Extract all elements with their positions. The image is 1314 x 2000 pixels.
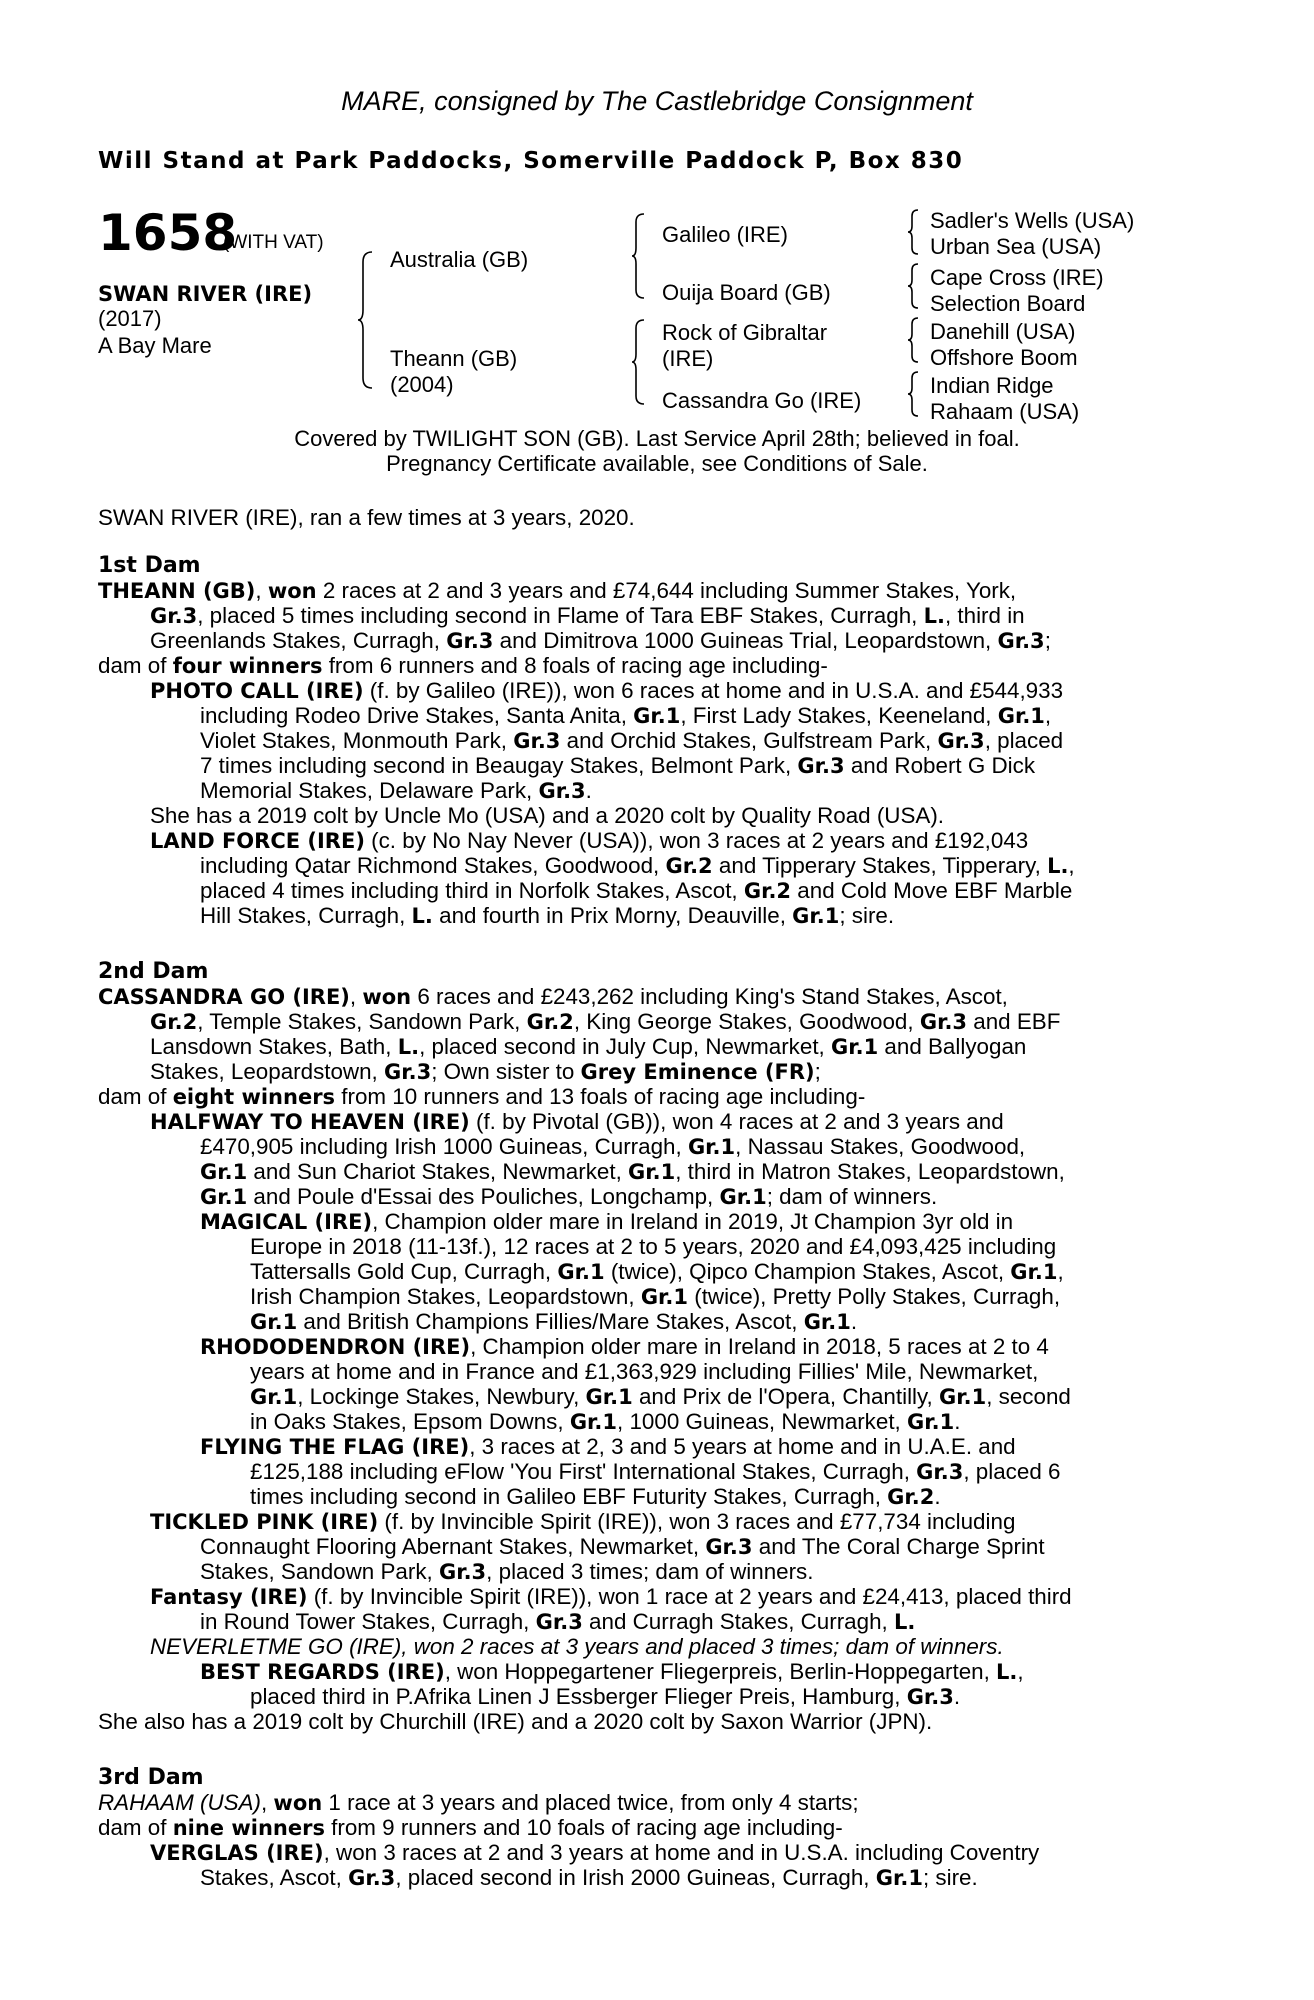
third-dam-line-3: VERGLAS (IRE), won 3 races at 2 and 3 years at home and in U.S.A. including Coventry	[150, 1840, 1040, 1865]
horse-name: SWAN RIVER (IRE)	[98, 282, 313, 306]
second-dam-line-15: RHODODENDRON (IRE), Champion older mare in Ireland in 2018, 5 races at 2 to 4	[200, 1334, 1049, 1359]
pedigree-dds: Indian Ridge	[930, 373, 1054, 398]
second-dam-line-13: Irish Champion Stakes, Leopardstown, Gr.1 (twice), Pretty Polly Stakes, Curragh,	[250, 1284, 1061, 1309]
first-dam-line-8: 7 times including second in Beaugay Stakes, Belmont Park, Gr.3 and Robert G Dick	[200, 753, 1036, 778]
second-dam-line-30: She also has a 2019 colt by Churchill (IRE) and a 2020 colt by Saxon Warrior (JPN).	[98, 1709, 933, 1734]
first-dam-line-6: including Rodeo Drive Stakes, Santa Anita, Gr.1, First Lady Stakes, Keeneland, Gr.1,	[200, 703, 1052, 728]
second-dam-line-26: in Round Tower Stakes, Curragh, Gr.3 and Curragh Stakes, Curragh, L.	[200, 1609, 916, 1634]
pedigree-brace-sire	[630, 212, 648, 300]
stand-location: Will Stand at Park Paddocks, Somerville Paddock P, Box 830	[98, 148, 964, 174]
pedigree-dd: Cassandra Go (IRE)	[662, 388, 862, 413]
second-dam-line-16: years at home and in France and £1,363,929 including Fillies' Mile, Newmarket,	[250, 1359, 1039, 1384]
pedigree-brace-main	[356, 250, 376, 390]
first-dam-line-1: THEANN (GB), won 2 races at 2 and 3 years and £74,644 including Summer Stakes, York,	[98, 578, 1017, 603]
first-dam-line-10: She has a 2019 colt by Uncle Mo (USA) and a 2020 colt by Quality Road (USA).	[150, 803, 945, 828]
covered-line-1: Covered by TWILIGHT SON (GB). Last Service April 28th; believed in foal.	[294, 426, 1020, 451]
second-dam-line-7: £470,905 including Irish 1000 Guineas, Curragh, Gr.1, Nassau Stakes, Goodwood,	[200, 1134, 1026, 1159]
lot-number: 1658	[98, 204, 238, 262]
pedigree-sire: Australia (GB)	[390, 247, 529, 272]
first-dam-line-7: Violet Stakes, Monmouth Park, Gr.3 and Orchid Stakes, Gulfstream Park, Gr.3, placed	[200, 728, 1064, 753]
second-dam-line-12: Tattersalls Gold Cup, Curragh, Gr.1 (twice), Qipco Champion Stakes, Ascot, Gr.1,	[250, 1259, 1064, 1284]
second-dam-line-17: Gr.1, Lockinge Stakes, Newbury, Gr.1 and Prix de l'Opera, Chantilly, Gr.1, second	[250, 1384, 1071, 1409]
second-dam-line-18: in Oaks Stakes, Epsom Downs, Gr.1, 1000 Guineas, Newmarket, Gr.1.	[250, 1409, 961, 1434]
pedigree-sss: Sadler's Wells (USA)	[930, 208, 1135, 233]
pedigree-sds: Cape Cross (IRE)	[930, 265, 1104, 290]
pedigree-dss: Danehill (USA)	[930, 319, 1076, 344]
second-dam-line-29: placed third in P.Afrika Linen J Essberger Flieger Preis, Hamburg, Gr.3.	[250, 1684, 961, 1709]
third-dam-line-4: Stakes, Ascot, Gr.3, placed second in Irish 2000 Guineas, Curragh, Gr.1; sire.	[200, 1865, 978, 1890]
second-dam-line-22: TICKLED PINK (IRE) (f. by Invincible Spirit (IRE)), won 3 races and £77,734 including	[150, 1509, 1016, 1534]
second-dam-line-20: £125,188 including eFlow 'You First' International Stakes, Curragh, Gr.3, placed 6	[250, 1459, 1061, 1484]
second-dam-line-28: BEST REGARDS (IRE), won Hoppegartener Fliegerpreis, Berlin-Hoppegarten, L.,	[200, 1659, 1024, 1684]
second-dam-line-6: HALFWAY TO HEAVEN (IRE) (f. by Pivotal (GB)), won 4 races at 2 and 3 years and	[150, 1109, 1004, 1134]
third-dam-line-1: RAHAAM (USA), won 1 race at 3 years and placed twice, from only 4 starts;	[98, 1790, 859, 1815]
first-dam-line-4: dam of four winners from 6 runners and 8 foals of racing age including-	[98, 653, 828, 678]
second-dam-line-11: Europe in 2018 (11-13f.), 12 races at 2 to 5 years, 2020 and £4,093,425 including	[250, 1234, 1057, 1259]
second-dam-line-21: times including second in Galileo EBF Futurity Stakes, Curragh, Gr.2.	[250, 1484, 941, 1509]
second-dam-line-9: Gr.1 and Poule d'Essai des Pouliches, Longchamp, Gr.1; dam of winners.	[200, 1184, 938, 1209]
first-dam-line-3: Greenlands Stakes, Curragh, Gr.3 and Dimitrova 1000 Guineas Trial, Leopardstown, Gr.3;	[150, 628, 1051, 653]
vat-note: (WITH VAT)	[223, 232, 324, 253]
pedigree-brace-ds	[906, 316, 920, 364]
second-dam-line-4: Stakes, Leopardstown, Gr.3; Own sister to Grey Eminence (FR);	[150, 1059, 821, 1084]
pedigree-ddd: Rahaam (USA)	[930, 399, 1080, 424]
second-dam-line-27: NEVERLETME GO (IRE), won 2 races at 3 years and placed 3 times; dam of winners.	[150, 1634, 1004, 1659]
pedigree-dam: Theann (GB)	[390, 346, 518, 371]
first-dam-line-13: placed 4 times including third in Norfolk Stakes, Ascot, Gr.2 and Cold Move EBF Marble	[200, 878, 1073, 903]
dam-name: THEANN (GB)	[98, 579, 256, 603]
pedigree-dsd: Offshore Boom	[930, 345, 1078, 370]
horse-year: (2017)	[98, 306, 162, 331]
covered-line-2: Pregnancy Certificate available, see Conditions of Sale.	[386, 451, 928, 476]
pedigree-brace-ss	[906, 208, 920, 256]
second-dam-line-23: Connaught Flooring Abernant Stakes, Newmarket, Gr.3 and The Coral Charge Sprint	[200, 1534, 1045, 1559]
first-dam-line-5: PHOTO CALL (IRE) (f. by Galileo (IRE)), won 6 races at home and in U.S.A. and £544,933	[150, 678, 1064, 703]
pedigree-ds-a: Rock of Gibraltar	[662, 320, 828, 345]
first-dam-heading: 1st Dam	[98, 553, 201, 578]
first-dam-line-9: Memorial Stakes, Delaware Park, Gr.3.	[200, 778, 592, 803]
third-dam-heading: 3rd Dam	[98, 1765, 204, 1790]
intro-line: SWAN RIVER (IRE), ran a few times at 3 years, 2020.	[98, 505, 635, 530]
second-dam-line-14: Gr.1 and British Champions Fillies/Mare Stakes, Ascot, Gr.1.	[250, 1309, 858, 1334]
second-dam-line-25: Fantasy (IRE) (f. by Invincible Spirit (IRE)), won 1 race at 2 years and £24,413, placed third	[150, 1584, 1072, 1609]
second-dam-line-2: Gr.2, Temple Stakes, Sandown Park, Gr.2, King George Stakes, Goodwood, Gr.3 and EBF	[150, 1009, 1061, 1034]
second-dam-line-1: CASSANDRA GO (IRE), won 6 races and £243,262 including King's Stand Stakes, Ascot,	[98, 984, 1008, 1009]
second-dam-line-10: MAGICAL (IRE), Champion older mare in Ireland in 2019, Jt Champion 3yr old in	[200, 1209, 1014, 1234]
pedigree-brace-sd	[906, 262, 920, 310]
pedigree-sd: Ouija Board (GB)	[662, 280, 831, 305]
third-dam-line-2: dam of nine winners from 9 runners and 10 foals of racing age including-	[98, 1815, 843, 1840]
pedigree-ds-b: (IRE)	[662, 346, 714, 371]
second-dam-line-3: Lansdown Stakes, Bath, L., placed second in July Cup, Newmarket, Gr.1 and Ballyogan	[150, 1034, 1027, 1059]
lot-title: MARE, consigned by The Castlebridge Consignment	[341, 86, 973, 116]
pedigree-brace-dam	[630, 318, 648, 406]
first-dam-line-12: including Qatar Richmond Stakes, Goodwood, Gr.2 and Tipperary Stakes, Tipperary, L.,	[200, 853, 1075, 878]
pedigree-ssd: Urban Sea (USA)	[930, 234, 1102, 259]
pedigree-ss: Galileo (IRE)	[662, 222, 788, 247]
first-dam-line-11: LAND FORCE (IRE) (c. by No Nay Never (USA)), won 3 races at 2 years and £192,043	[150, 828, 1029, 853]
second-dam-heading: 2nd Dam	[98, 959, 209, 984]
pedigree-sdd: Selection Board	[930, 291, 1086, 316]
second-dam-line-19: FLYING THE FLAG (IRE), 3 races at 2, 3 and 5 years at home and in U.A.E. and	[200, 1434, 1016, 1459]
second-dam-line-5: dam of eight winners from 10 runners and 13 foals of racing age including-	[98, 1084, 866, 1109]
pedigree-dam-year: (2004)	[390, 372, 454, 397]
first-dam-line-14: Hill Stakes, Curragh, L. and fourth in Prix Morny, Deauville, Gr.1; sire.	[200, 903, 895, 928]
second-dam-line-8: Gr.1 and Sun Chariot Stakes, Newmarket, Gr.1, third in Matron Stakes, Leopardstown,	[200, 1159, 1065, 1184]
pedigree-brace-dd	[906, 370, 920, 418]
second-dam-line-24: Stakes, Sandown Park, Gr.3, placed 3 times; dam of winners.	[200, 1559, 814, 1584]
first-dam-line-2: Gr.3, placed 5 times including second in Flame of Tara EBF Stakes, Curragh, L., third in	[150, 603, 1025, 628]
horse-sex: A Bay Mare	[98, 333, 212, 358]
